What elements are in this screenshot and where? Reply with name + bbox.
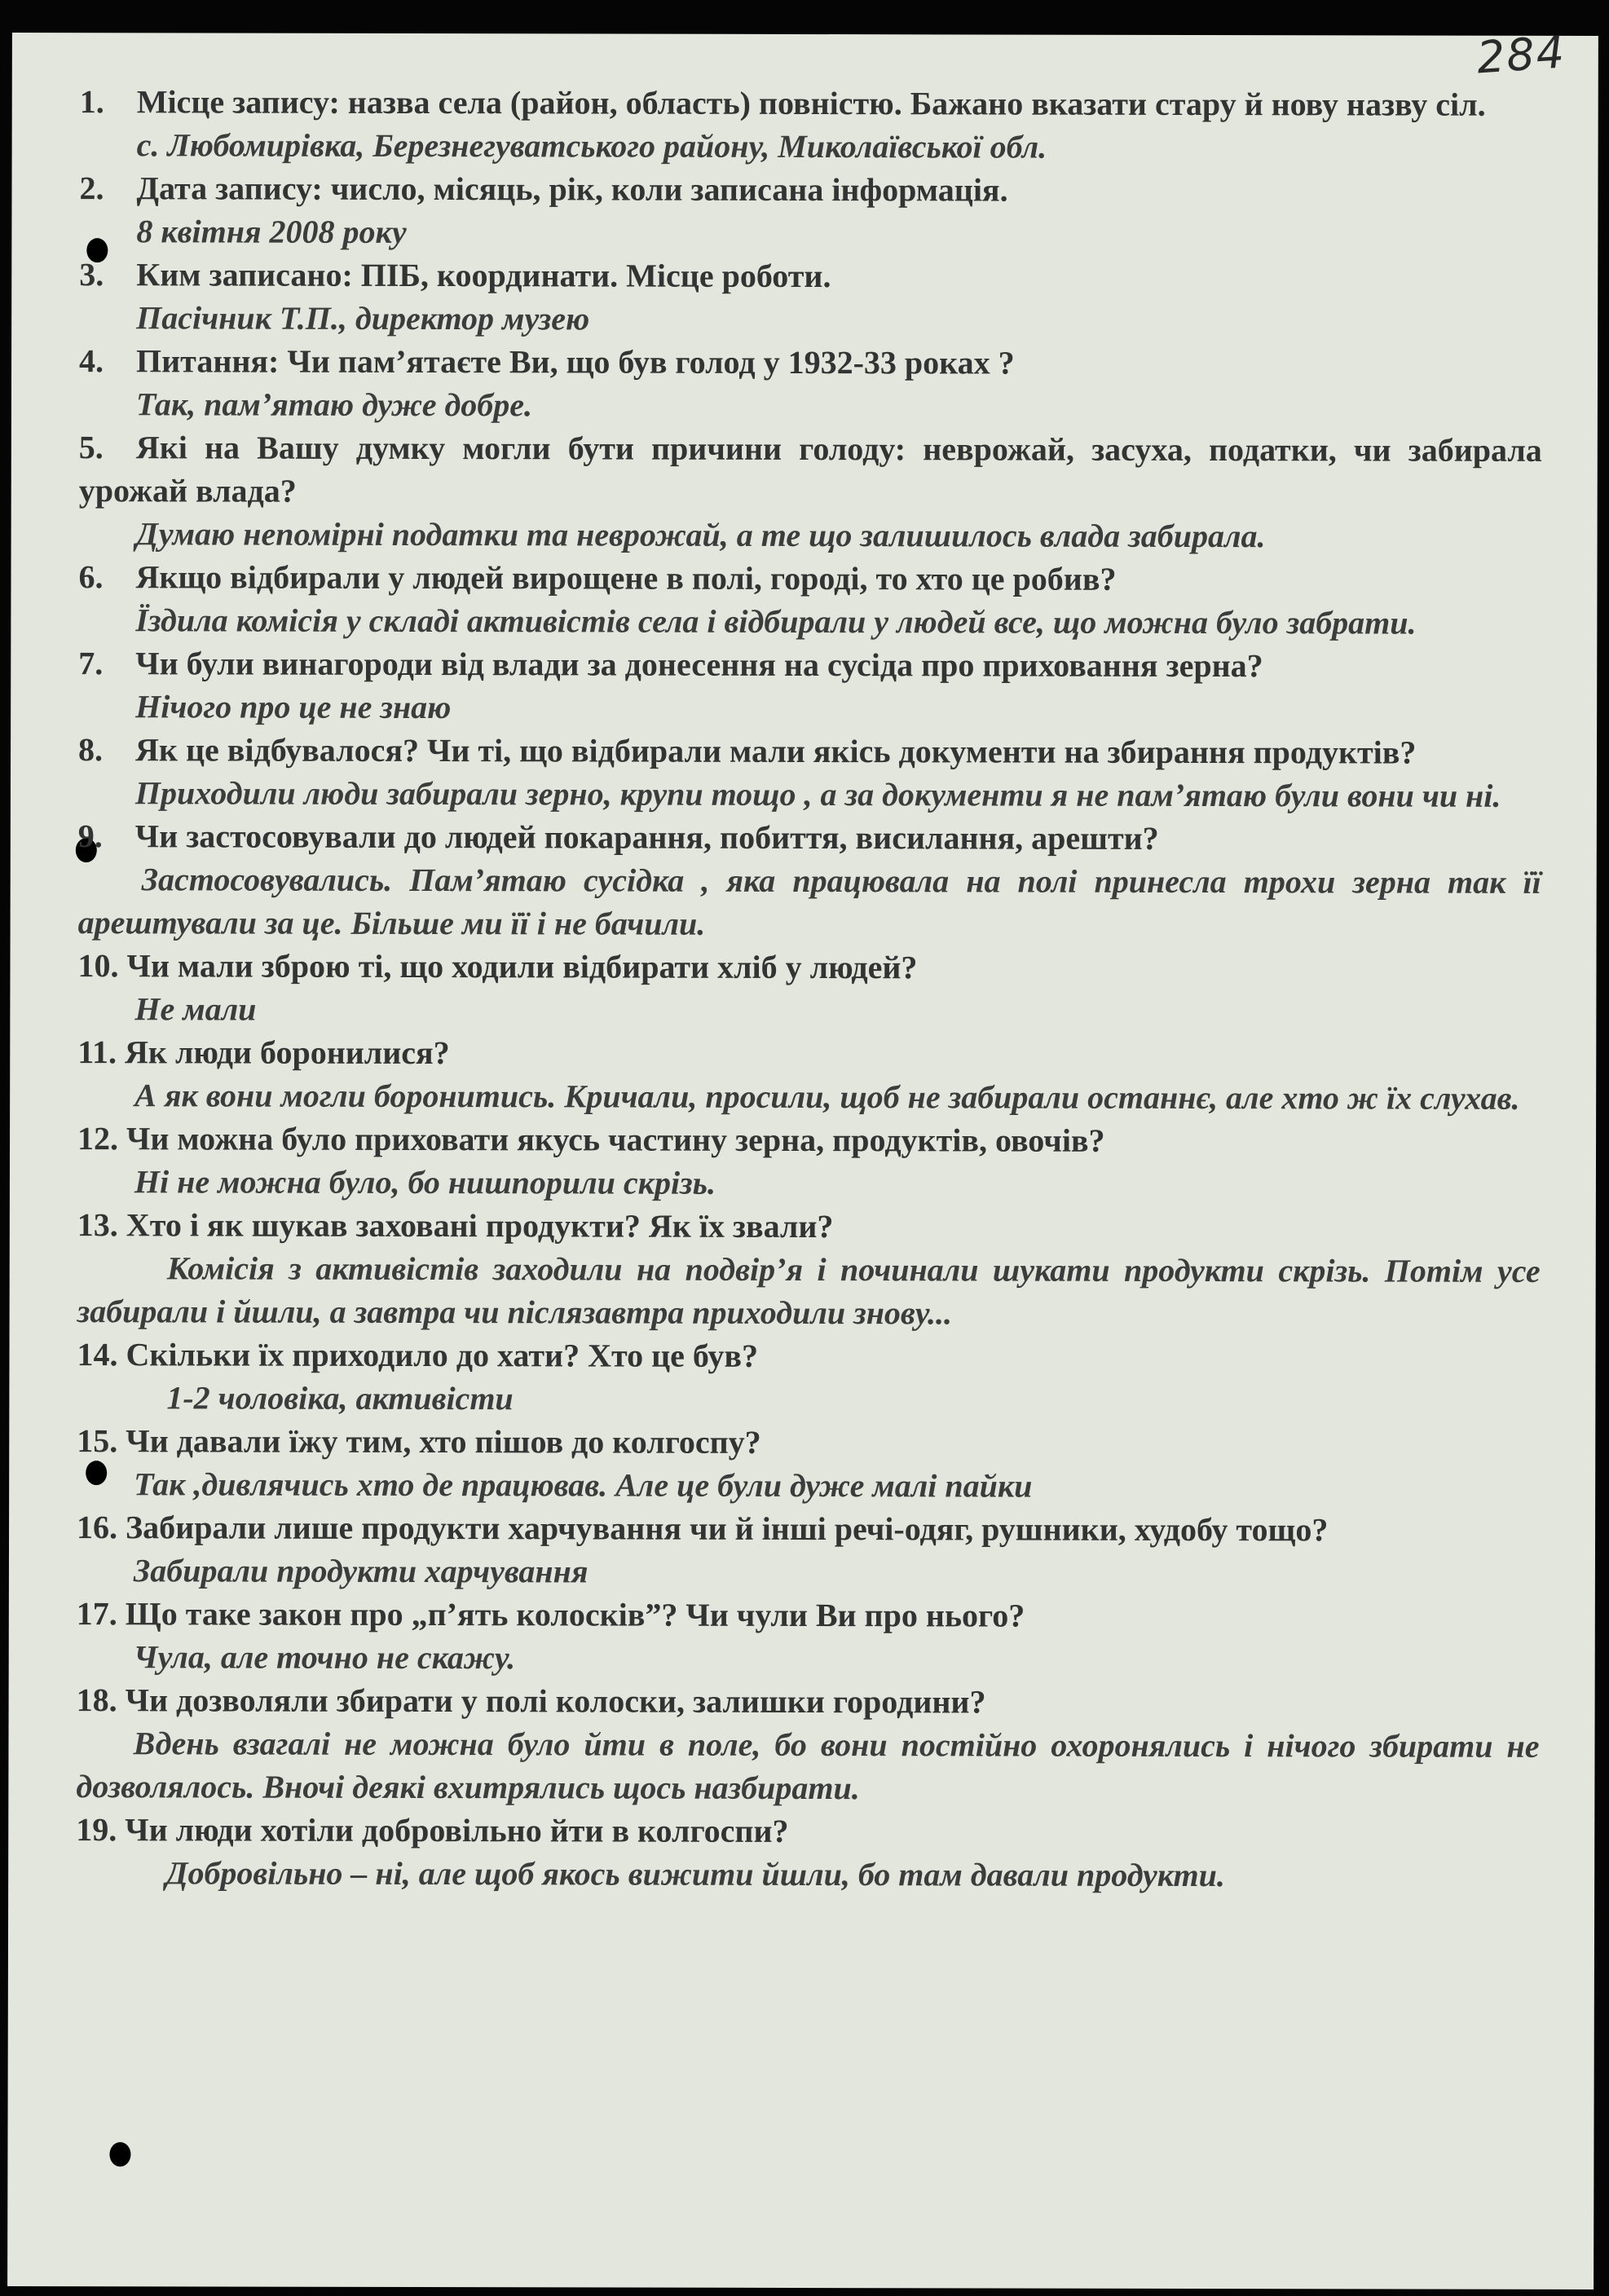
question-number: 13.	[77, 1206, 118, 1244]
question-5	[79, 425, 1542, 515]
question-text: Чи були винагороди від влади за донесення на сусіда про приховання зерна?	[135, 645, 1263, 685]
answer-14: 1-2 чоловіка, активісти	[166, 1379, 514, 1417]
question-text: Як це відбувалося? Чи ті, що відбирали мали якісь документи на збирання продуктів?	[135, 731, 1417, 771]
question-text: Питання: Чи пам’ятаєте Ви, що був голод у 1932-33 роках ?	[136, 342, 1015, 381]
question-number: 19.	[76, 1811, 117, 1849]
question-text: Скільки їх приходило до хати? Хто це був?	[126, 1336, 759, 1374]
question-text: Дата запису: число, місяць, рік, коли записана інформація.	[136, 170, 1008, 209]
question-number: 11.	[77, 1033, 117, 1071]
punch-hole-icon	[109, 2142, 130, 2166]
answer-19: Добровільно – ні, але щоб якось вижити йшли, бо там давали продукти.	[165, 1854, 1225, 1894]
question-6	[78, 555, 1541, 602]
answer-18: Вдень взагалі не можна було йти в поле, бо вони постійно охоронялись і нічого збирати не дозволялось. Вночі деякі вхитрялись щось назбирати.	[76, 1725, 1540, 1807]
question-1	[80, 80, 1543, 126]
question-number: 7.	[78, 645, 104, 682]
answer-10: Не мали	[134, 990, 257, 1028]
answer-3: Пасічник Т.П., директор музею	[136, 299, 590, 337]
question-18	[77, 1678, 1540, 1725]
handwritten-page-number: 284	[1475, 26, 1567, 84]
question-13	[77, 1203, 1541, 1249]
question-text: Чи мали зброю ті, що ходили відбирати хліб у людей?	[126, 947, 918, 986]
question-4	[79, 339, 1542, 386]
question-text: Чи давали їжу тим, хто пішов до колгоспу?	[126, 1422, 761, 1461]
question-number: 4.	[79, 342, 104, 380]
answer-7: Нічого про це не знаю	[135, 688, 452, 726]
question-number: 12.	[77, 1120, 119, 1157]
question-text: Місце запису: назва села (район, область) повністю. Бажано вказати стару й нову назву сіл.	[136, 83, 1486, 123]
question-number: 14.	[77, 1336, 118, 1373]
answer-5: Думаю непомірні податки та неврожай, а те що залишилось влада забирала.	[135, 515, 1266, 555]
question-8	[78, 728, 1541, 774]
question-number: 8.	[78, 731, 104, 769]
answer-16: Забирали продукти харчування	[133, 1552, 588, 1590]
answer-17: Чула, але точно не скажу.	[133, 1638, 516, 1677]
question-10	[77, 944, 1541, 990]
question-number: 10.	[77, 947, 119, 985]
document-page	[7, 26, 1598, 2289]
question-16	[77, 1505, 1540, 1552]
question-19	[76, 1808, 1539, 1854]
question-text: Що таке закон про „п’ять колосків”? Чи чули Ви про нього?	[125, 1595, 1025, 1634]
question-3	[79, 253, 1542, 299]
question-text: Чи можна було приховати якусь частину зерна, продуктів, овочів?	[126, 1120, 1105, 1159]
question-text: Які на Вашу думку могли бути причини голоду: неврожай, засуха, податки, чи забирала урожай влада?	[78, 429, 1542, 509]
question-number: 6.	[78, 558, 104, 596]
question-text: Як люди боронилися?	[125, 1033, 450, 1072]
answer-2: 8 квітня 2008 року	[136, 213, 407, 250]
question-15	[77, 1419, 1540, 1465]
question-text: Чи дозволяли збирати у полі колоски, залишки городини?	[125, 1681, 986, 1721]
question-number: 15.	[77, 1422, 118, 1460]
answer-8: Приходили люди забирали зерно, крупи тощо , а за документи я не пам’ятаю були вони чи ні.	[134, 774, 1501, 814]
question-2	[79, 166, 1542, 213]
question-text: Якщо відбирали у людей вирощене в полі, городі, то хто це робив?	[135, 558, 1117, 597]
question-7	[78, 641, 1541, 688]
question-17	[77, 1592, 1540, 1638]
question-9	[78, 814, 1541, 861]
question-number: 5.	[78, 429, 104, 466]
answer-1: с. Любомирівка, Березнегуватського району, Миколаївської обл.	[136, 126, 1047, 165]
answer-12: Ні не можна було, бо нишпорили скрізь.	[134, 1163, 716, 1201]
question-12	[77, 1117, 1541, 1163]
answer-13: Комісія з активістів заходили на подвір’я і починали шукати продукти скрізь. Потім усе забирали і йшли, а завтра чи післязавтра приходили знову...	[77, 1249, 1541, 1332]
question-text: Забирали лише продукти харчування чи й інші речі-одяг, рушники, худобу тощо?	[126, 1509, 1329, 1549]
question-number: 18.	[76, 1681, 117, 1719]
questionnaire	[76, 80, 1543, 1897]
question-text: Чи застосовували до людей покарання, побиття, висилання, арешти?	[134, 817, 1159, 857]
answer-6: Їздила комісія у складі активістів села і відбирали у людей все, що можна було забрати.	[135, 602, 1417, 641]
question-text: Ким записано: ПІБ, координати. Місце роботи.	[136, 256, 831, 295]
question-number: 1.	[79, 83, 104, 121]
question-text: Чи люди хотіли добровільно йти в колгоспи?	[125, 1811, 789, 1849]
question-text: Хто і як шукав заховані продукти? Як їх звали?	[126, 1206, 834, 1245]
question-number: 9.	[77, 817, 103, 855]
answer-9: Застосовувались. Пам’ятаю сусідка , яка працювала на полі принесла трохи зерна так її арештували за це. Більше ми її і не бачили.	[77, 861, 1541, 942]
question-11	[77, 1030, 1541, 1077]
question-14	[77, 1333, 1540, 1379]
answer-11: А як вони могли боронитись. Кричали, просили, щоб не забирали останнє, але хто ж їх слухав.	[134, 1077, 1520, 1117]
question-number: 2.	[79, 170, 104, 207]
question-number: 17.	[76, 1595, 117, 1633]
answer-15: Так ,дивлячись хто де працював. Але це були дуже малі пайки	[134, 1465, 1033, 1505]
answer-4: Так, пам’ятаю дуже добре.	[135, 386, 533, 424]
question-number: 3.	[79, 256, 104, 293]
question-number: 16.	[77, 1509, 118, 1546]
